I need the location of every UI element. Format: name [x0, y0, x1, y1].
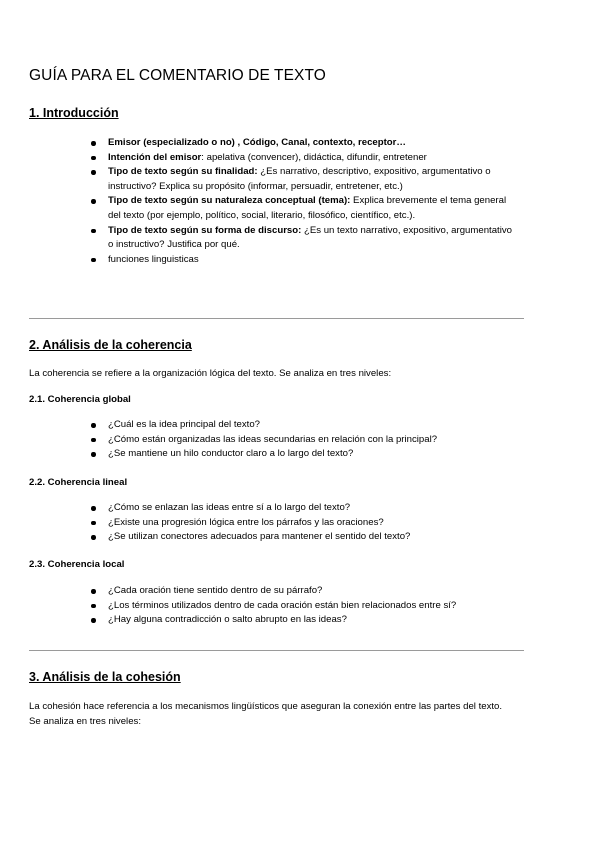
list-item [108, 253, 513, 268]
list-item: ¿Se utilizan conectores adecuados para mantener el sentido del texto? [108, 530, 513, 545]
list-item: ¿Cómo se enlazan las ideas entre sí a lo largo del texto? [108, 501, 513, 516]
section-divider [29, 650, 524, 651]
item-text: funciones linguisticas [108, 253, 199, 265]
item-text: : apelativa (convencer), didáctica, difundir, entretener [201, 151, 427, 163]
list-item [108, 136, 513, 151]
section-heading-cohesion: 3. Análisis de la cohesión [29, 670, 181, 684]
list-item: ¿Los términos utilizados dentro de cada oración están bien relacionados entre sí? [108, 599, 513, 614]
cohesion-intro: La cohesión hace referencia a los mecanismos lingüísticos que aseguran la conexión entre las partes del texto. Se analiza en tres niveles: [29, 701, 503, 727]
list-item [108, 151, 513, 166]
item-label: Tipo de texto según su naturaleza conceptual (tema): [108, 195, 351, 207]
item-label: Tipo de texto según su finalidad: [108, 166, 258, 178]
subheading-coherencia-global: 2.1. Coherencia global [29, 394, 131, 405]
list-item: ¿Cuál es la idea principal del texto? [108, 418, 513, 433]
item-label: Emisor (especializado o no) , Código, Canal, contexto, receptor… [108, 137, 406, 148]
subheading-coherencia-local: 2.3. Coherencia local [29, 559, 125, 570]
document-title: GUÍA PARA EL COMENTARIO DE TEXTO [29, 67, 326, 84]
list-item: ¿Hay alguna contradicción o salto abrupto en las ideas? [108, 613, 513, 628]
item-label: Intención del emisor [108, 151, 202, 163]
coherencia-global-list [108, 418, 513, 462]
list-item: ¿Cómo están organizadas las ideas secundarias en relación con la principal? [108, 433, 513, 448]
list-item [108, 224, 513, 253]
introduccion-list [108, 136, 513, 267]
subheading-coherencia-lineal: 2.2. Coherencia lineal [29, 477, 128, 488]
coherencia-local-list [108, 584, 513, 628]
list-item [108, 194, 513, 223]
list-item: ¿Se mantiene un hilo conductor claro a lo largo del texto? [108, 447, 513, 462]
list-item: ¿Cada oración tiene sentido dentro de su párrafo? [108, 584, 513, 599]
list-item [108, 165, 513, 194]
coherencia-lineal-list [108, 501, 513, 545]
item-text: ¿Es un texto narrativo, expositivo, argumentativo o instructivo? Justifica por qué. [108, 224, 512, 251]
item-text: Explica brevemente el tema general del texto (por ejemplo, político, social, literario, filosófico, científico, etc.). [108, 195, 507, 221]
section-heading-coherencia: 2. Análisis de la coherencia [29, 338, 192, 352]
section-heading-introduccion: 1. Introducción [29, 106, 119, 120]
section-divider [29, 318, 524, 319]
item-text: ¿Es narrativo, descriptivo, expositivo, argumentativo o instructivo? Explica su propósito (informar, persuadir, entretener, etc.) [108, 166, 491, 192]
list-item: ¿Existe una progresión lógica entre los párrafos y las oraciones? [108, 516, 513, 531]
item-label: Tipo de texto según su forma de discurso: [108, 224, 302, 236]
coherencia-intro: La coherencia se refiere a la organización lógica del texto. Se analiza en tres niveles: [29, 368, 392, 379]
